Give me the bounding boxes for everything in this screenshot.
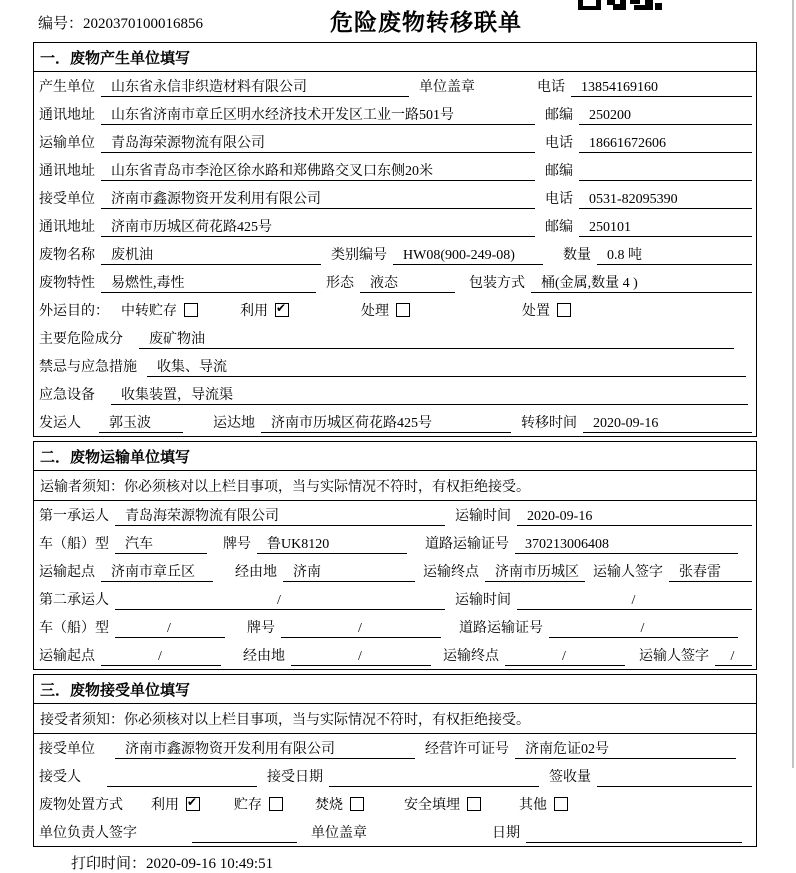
section-title: 三．废物接受单位填写 xyxy=(34,675,756,704)
form-row xyxy=(34,100,756,128)
field-label: 类别编号 xyxy=(331,248,387,263)
field-label: 转移时间 xyxy=(521,416,577,431)
field-label: 接受单位 xyxy=(39,742,95,757)
field-value-underline xyxy=(579,162,752,181)
checkbox-checked xyxy=(151,794,200,814)
field-value-underline: / xyxy=(517,591,752,610)
field-value-underline: 张春雷 xyxy=(669,563,752,582)
checkbox-label: 其他 xyxy=(519,798,547,813)
field-value-underline: / xyxy=(291,647,431,666)
section-title: 一．废物产生单位填写 xyxy=(34,43,756,72)
checkbox-unchecked xyxy=(121,300,198,320)
field-label: 运输时间 xyxy=(455,593,511,608)
print-time-label: 打印时间： xyxy=(71,856,147,872)
form-row xyxy=(34,529,756,557)
form-row xyxy=(34,240,756,268)
document-header xyxy=(0,0,796,40)
serial-number: 2020370100016856 xyxy=(83,16,204,32)
checkbox-icon xyxy=(186,797,200,811)
checkbox-icon xyxy=(396,303,410,317)
field-value-underline: 济南危证02号 xyxy=(515,740,736,759)
field-value-underline: / xyxy=(549,619,738,638)
field-value-underline: 液态 xyxy=(360,274,455,293)
field-label: 牌号 xyxy=(223,537,251,552)
field-value-underline: 山东省青岛市李沧区徐水路和郑佛路交叉口东侧20米 xyxy=(101,162,535,181)
form-row xyxy=(34,818,756,846)
field-value-underline: 汽车 xyxy=(115,535,207,554)
field-label: 接受日期 xyxy=(267,770,323,785)
checkbox-label: 利用 xyxy=(240,304,268,319)
notice-text: 接受者须知：你必须核对以上栏目事项，当与实际情况不符时，有权拒绝接受。 xyxy=(34,704,756,734)
field-value-underline: 济南市历城区荷花路425号 xyxy=(101,218,535,237)
form-sections xyxy=(33,42,757,873)
form-row xyxy=(34,613,756,641)
field-value-underline: 废矿物油 xyxy=(139,330,734,349)
field-label: 日期 xyxy=(492,826,520,841)
field-label: 单位盖章 xyxy=(419,80,475,95)
field-label: 签收量 xyxy=(549,770,591,785)
form-section-2 xyxy=(33,441,757,670)
field-label: 废物名称 xyxy=(39,248,95,263)
form-row xyxy=(34,324,756,352)
field-value-underline: 济南市鑫源物资开发利用有限公司 xyxy=(115,740,415,759)
checkbox-unchecked xyxy=(522,300,571,320)
form-row xyxy=(34,212,756,240)
form-row xyxy=(34,352,756,380)
form-row xyxy=(34,128,756,156)
checkbox-unchecked xyxy=(404,794,481,814)
form-row xyxy=(34,184,756,212)
checkbox-icon xyxy=(467,797,481,811)
field-label: 邮编 xyxy=(545,108,573,123)
field-value-underline: 易燃性,毒性 xyxy=(101,274,316,293)
field-value-underline: 0.8 吨 xyxy=(597,246,752,265)
field-label: 车（船）型 xyxy=(39,621,109,636)
form-row xyxy=(34,268,756,296)
field-value-underline: 2020-09-16 xyxy=(583,414,752,433)
field-label: 运输起点 xyxy=(39,649,95,664)
field-value-underline: 13854169160 xyxy=(571,78,752,97)
field-value-underline: 370213006408 xyxy=(515,535,738,554)
field-value-underline: 收集、导流 xyxy=(147,358,746,377)
field-label: 运输单位 xyxy=(39,136,95,151)
field-value-underline: 山东省济南市章丘区明水经济技术开发区工业一路501号 xyxy=(101,106,535,125)
field-value-underline: 收集装置，导流渠 xyxy=(111,386,748,405)
checkbox-icon xyxy=(275,303,289,317)
checkbox-label: 中转贮存 xyxy=(121,304,177,319)
field-label: 形态 xyxy=(326,276,354,291)
field-value-underline: / xyxy=(281,619,441,638)
form-row xyxy=(34,296,756,324)
section-title: 二．废物运输单位填写 xyxy=(34,442,756,471)
field-value-underline: 桶(金属,数量 4 ) xyxy=(531,274,752,293)
field-value-underline: 2020-09-16 xyxy=(517,507,752,526)
field-label: 禁忌与应急措施 xyxy=(39,360,137,375)
field-value-underline: 济南市历城区 xyxy=(485,563,585,582)
form-row xyxy=(34,557,756,585)
field-label: 废物处置方式 xyxy=(39,798,123,813)
field-label: 第一承运人 xyxy=(39,509,109,524)
field-value-underline: 济南市鑫源物资开发利用有限公司 xyxy=(101,190,535,209)
field-label: 产生单位 xyxy=(39,80,95,95)
field-label: 通讯地址 xyxy=(39,108,95,123)
field-label: 车（船）型 xyxy=(39,537,109,552)
field-value-underline: / xyxy=(115,619,225,638)
field-label: 运输终点 xyxy=(423,565,479,580)
field-value-underline: 250101 xyxy=(579,218,752,237)
field-label: 运达地 xyxy=(213,416,255,431)
field-value-underline: 济南市历城区荷花路425号 xyxy=(261,414,511,433)
form-section-3 xyxy=(33,674,757,847)
field-value-underline: / xyxy=(115,591,445,610)
field-label: 电话 xyxy=(545,136,573,151)
checkbox-label: 利用 xyxy=(151,798,179,813)
field-label: 包装方式 xyxy=(469,276,525,291)
field-label: 发运人 xyxy=(39,416,81,431)
form-row xyxy=(34,641,756,669)
checkbox-unchecked xyxy=(234,794,283,814)
field-label: 邮编 xyxy=(545,164,573,179)
field-value-underline: / xyxy=(505,647,625,666)
field-value-underline: 250200 xyxy=(579,106,752,125)
form-section-1 xyxy=(33,42,757,437)
field-value-underline: 郭玉波 xyxy=(99,414,183,433)
serial-row xyxy=(38,12,203,33)
field-label: 主要危险成分 xyxy=(39,332,123,347)
field-label: 接受单位 xyxy=(39,192,95,207)
print-time: 2020-09-16 10:49:51 xyxy=(146,856,274,872)
checkbox-unchecked xyxy=(315,794,364,814)
field-label: 接受人 xyxy=(39,770,81,785)
form-row xyxy=(34,501,756,529)
form-row xyxy=(34,734,756,762)
checkbox-checked xyxy=(240,300,289,320)
field-value-underline xyxy=(107,768,257,787)
field-value-underline: 济南 xyxy=(283,563,415,582)
checkbox-label: 安全填埋 xyxy=(404,798,460,813)
page-right-edge xyxy=(792,0,794,768)
field-value-underline: 青岛海荣源物流有限公司 xyxy=(115,507,445,526)
field-label: 应急设备 xyxy=(39,388,95,403)
checkbox-icon xyxy=(350,797,364,811)
checkbox-label: 焚烧 xyxy=(315,798,343,813)
field-label: 废物特性 xyxy=(39,276,95,291)
field-label: 单位盖章 xyxy=(311,826,367,841)
form-row xyxy=(34,762,756,790)
checkbox-label: 处置 xyxy=(522,304,550,319)
field-label: 经由地 xyxy=(243,649,285,664)
print-time-row xyxy=(33,852,757,873)
field-value-underline: 济南市章丘区 xyxy=(101,563,213,582)
field-label: 邮编 xyxy=(545,220,573,235)
field-label: 运输人签字 xyxy=(593,565,663,580)
form-row xyxy=(34,380,756,408)
field-value-underline: / xyxy=(101,647,221,666)
field-value-underline: 废机油 xyxy=(101,246,321,265)
checkbox-label: 处理 xyxy=(361,304,389,319)
field-label: 道路运输证号 xyxy=(425,537,509,552)
field-label: 运输起点 xyxy=(39,565,95,580)
checkbox-icon xyxy=(557,303,571,317)
form-row xyxy=(34,790,756,818)
field-label: 经由地 xyxy=(235,565,277,580)
field-value-underline xyxy=(526,824,742,843)
field-label: 外运目的： xyxy=(39,304,109,319)
form-title: 危险废物转移联单 xyxy=(330,9,522,35)
field-value-underline: 山东省永信非织造材料有限公司 xyxy=(101,78,409,97)
checkbox-icon xyxy=(184,303,198,317)
field-label: 运输终点 xyxy=(443,649,499,664)
field-label: 第二承运人 xyxy=(39,593,109,608)
field-label: 通讯地址 xyxy=(39,220,95,235)
notice-text: 运输者须知：你必须核对以上栏目事项，当与实际情况不符时，有权拒绝接受。 xyxy=(34,471,756,501)
form-row xyxy=(34,408,756,436)
field-value-underline: 青岛海荣源物流有限公司 xyxy=(101,134,535,153)
field-label: 通讯地址 xyxy=(39,164,95,179)
form-row xyxy=(34,585,756,613)
form-row xyxy=(34,72,756,100)
qr-code-fragment xyxy=(578,0,662,10)
field-value-underline: 0531-82095390 xyxy=(579,190,752,209)
field-value-underline: 鲁UK8120 xyxy=(257,535,407,554)
field-value-underline: / xyxy=(715,647,752,666)
field-label: 经营许可证号 xyxy=(425,742,509,757)
field-label: 道路运输证号 xyxy=(459,621,543,636)
form-row xyxy=(34,156,756,184)
checkbox-label: 贮存 xyxy=(234,798,262,813)
field-label: 单位负责人签字 xyxy=(39,826,137,841)
checkbox-unchecked xyxy=(519,794,568,814)
field-value-underline xyxy=(192,824,297,843)
serial-label: 编号： xyxy=(38,16,84,32)
field-value-underline: 18661672606 xyxy=(579,134,752,153)
field-label: 运输时间 xyxy=(455,509,511,524)
field-label: 数量 xyxy=(563,248,591,263)
checkbox-unchecked xyxy=(361,300,410,320)
checkbox-icon xyxy=(269,797,283,811)
field-label: 电话 xyxy=(545,192,573,207)
field-value-underline xyxy=(597,768,752,787)
field-label: 电话 xyxy=(537,80,565,95)
field-value-underline: HW08(900-249-08) xyxy=(393,246,543,265)
field-label: 运输人签字 xyxy=(639,649,709,664)
field-label: 牌号 xyxy=(247,621,275,636)
checkbox-icon xyxy=(554,797,568,811)
field-value-underline xyxy=(329,768,539,787)
